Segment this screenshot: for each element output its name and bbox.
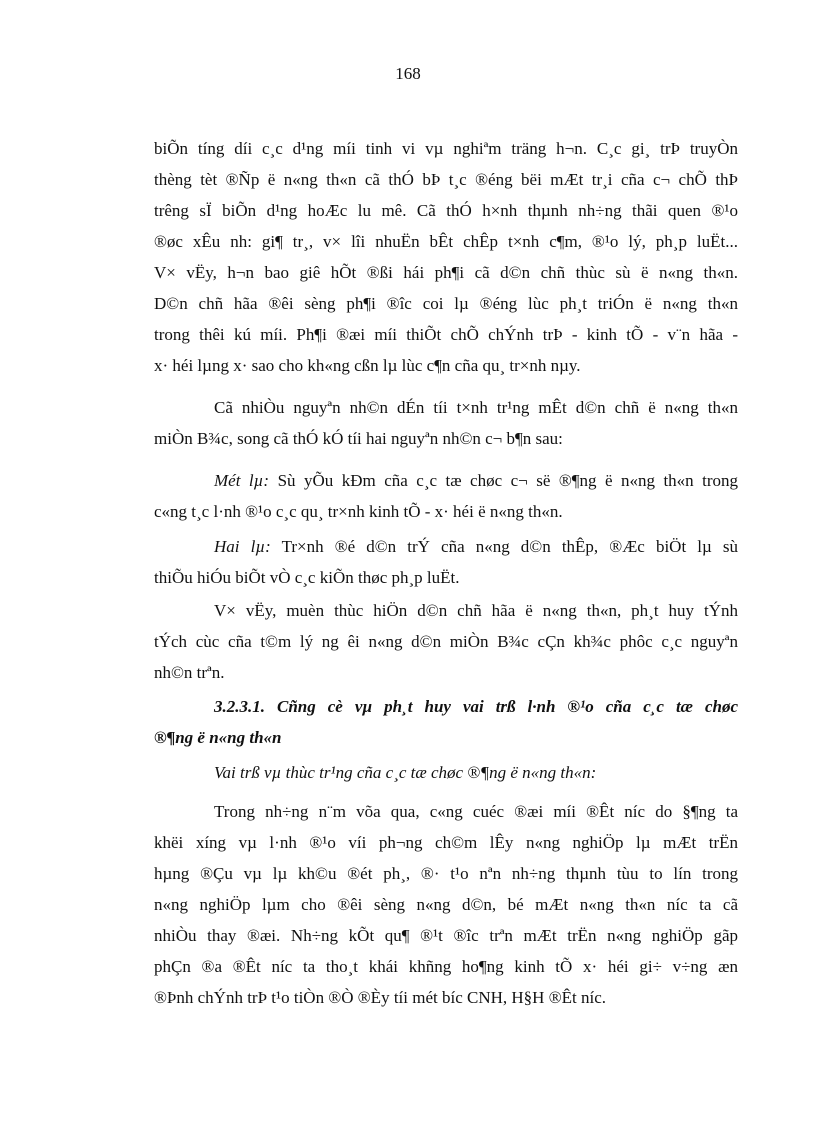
page-number: 168 [395, 64, 421, 83]
body-line: tÝch cùc cña t©m lý ng êi n«ng d©n miÒn B¾c cÇn kh¾c phôc c¸c nguyªn [154, 632, 738, 651]
reason-text: Tr×nh ®é d©n trÝ cña n«ng d©n thÊp, ®Æc biÖt lµ sù [281, 537, 738, 556]
body-line: trong thêi kú míi. Ph¶i ®æi míi thiÕt chÕ chÝnh trÞ - kinh tÕ - v¨n hãa - [154, 325, 738, 344]
reason-text: Sù yÕu kÐm cña c¸c tæ chøc c¬ së ®¶ng ë n«ng th«n trong [277, 471, 739, 490]
body-line: thiÕu hiÓu biÕt vÒ c¸c kiÕn thøc ph¸p luËt. [154, 568, 460, 587]
reason-one-line [214, 470, 738, 492]
body-line: biÕn tíng díi c¸c d¹ng míi tinh vi vµ nghiªm träng h¬n. C¸c gi¸ trÞ truyÒn [154, 139, 738, 158]
body-line: V× vËy, h¬n bao giê hÕt ®ßi hái ph¶i cã d©n chñ thùc sù ë n«ng th«n. [154, 263, 738, 282]
body-line: miÒn B¾c, song cã thÓ kÓ tíi hai nguyªn nh©n c¬ b¶n sau: [154, 429, 563, 448]
body-line: Cã nhiÒu nguyªn nh©n dÉn tíi t×nh tr¹ng mÊt d©n chñ ë n«ng th«n [214, 398, 738, 417]
body-line: phÇn ®a ®Êt níc ta tho¸t khái khñng ho¶ng kinh tÕ x· héi gi÷ v÷ng æn [154, 957, 738, 976]
body-line: V× vËy, muèn thùc hiÖn d©n chñ hãa ë n«ng th«n, ph¸t huy tÝnh [214, 601, 738, 620]
section-heading: 3.2.3.1. Cñng cè vµ ph¸t huy vai trß l·nh ®¹o cña c¸c tæ chøc [214, 697, 738, 716]
body-line: Trong nh÷ng n¨m võa qua, c«ng cuéc ®æi míi ®Êt níc do §¶ng ta [214, 802, 738, 821]
body-line: ®øc xÊu nh: gi¶ tr¸, v× lîi nhuËn bÊt chÊp t×nh c¶m, ®¹o lý, ph¸p luËt... [154, 232, 738, 251]
body-line: D©n chñ hãa ®êi sèng ph¶i ®îc coi lµ ®éng lùc ph¸t triÓn ë n«ng th«n [154, 294, 738, 313]
body-line: ®Þnh chÝnh trÞ t¹o tiÒn ®Ò ®Èy tíi mét bíc CNH, H§H ®Êt níc. [154, 988, 606, 1007]
subheading: Vai trß vµ thùc tr¹ng cña c¸c tæ chøc ®¶ng ë n«ng th«n: [214, 763, 597, 782]
reason-label: Hai lµ: [214, 537, 271, 556]
reason-label: Mét lµ: [214, 471, 270, 490]
body-line: thèng tèt ®Ñp ë n«ng th«n cã thÓ bÞ t¸c ®éng bëi mÆt tr¸i cña c¬ chÕ thÞ [154, 170, 738, 189]
reason-two-line [214, 536, 738, 558]
body-line: nhiÒu thay ®æi. Nh÷ng kÕt qu¶ ®¹t ®îc trªn mÆt trËn n«ng nghiÖp gãp [154, 926, 738, 945]
body-line: n«ng nghiÖp lµm cho ®êi sèng n«ng d©n, bé mÆt n«ng th«n níc ta cã [154, 895, 738, 914]
body-line: khëi xíng vµ l·nh ®¹o víi ph¬ng ch©m lÊy n«ng nghiÖp lµ mÆt trËn [154, 833, 738, 852]
body-line: trêng sÏ biÕn d¹ng hoÆc lu mê. Cã thÓ h×nh thµnh nh÷ng thãi quen ®¹o [154, 201, 738, 220]
body-line: c«ng t¸c l·nh ®¹o c¸c qu¸ tr×nh kinh tÕ - x· héi ë n«ng th«n. [154, 502, 563, 521]
section-heading-cont: ®¶ng ë n«ng th«n [154, 728, 282, 747]
body-line: nh©n trªn. [154, 663, 225, 682]
body-line: x· héi lµng x· sao cho kh«ng cßn lµ lùc c¶n cña qu¸ tr×nh nµy. [154, 356, 581, 375]
body-line: hµng ®Çu vµ lµ kh©u ®ét ph¸, ®· t¹o nªn nh÷ng thµnh tùu to lín trong [154, 864, 738, 883]
